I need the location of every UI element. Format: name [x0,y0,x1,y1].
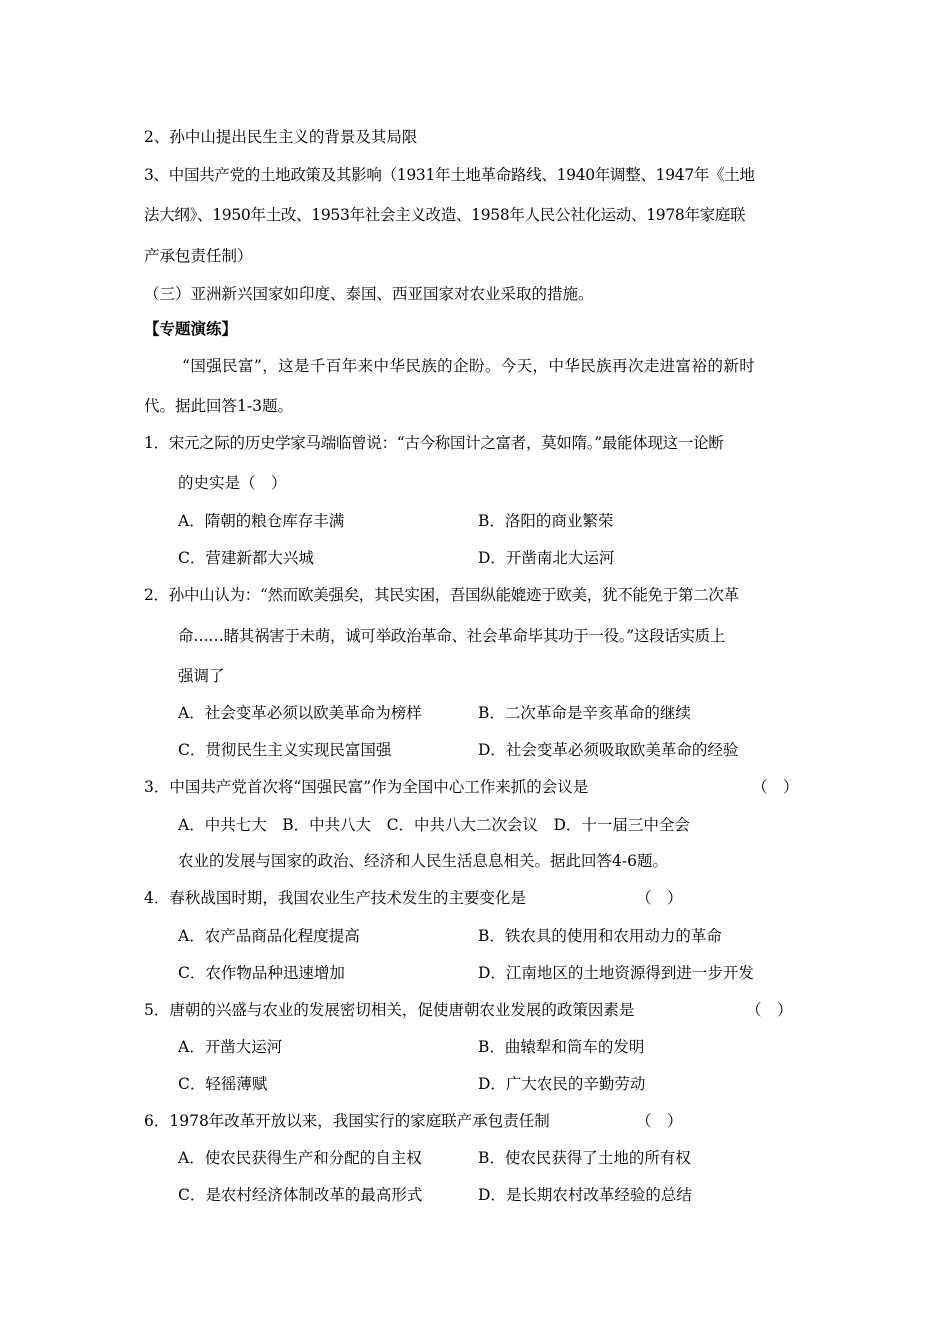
exercise-heading: 【专题演练】 [144,319,238,338]
question-2-stem-line-2: 命……睹其祸害于未萌，诚可举政治革命、社会革命毕其功于一役。”这段话实质上 [178,627,726,645]
question-1-stem-line-2: 的史实是（ ） [178,474,287,492]
question-2-option-c: C．贯彻民生主义实现民富国强 [178,741,392,759]
intro-1-line-1: “国强民富”，这是千百年来中华民族的企盼。今天，中华民族再次走进富裕的新时 [182,357,756,375]
intro-1-line-2: 代。据此回答1-3题。 [144,397,293,415]
question-2-stem-line-3: 强调了 [178,667,225,685]
question-5-option-c: C．轻徭薄赋 [178,1075,268,1093]
outline-item-3-line-1: 3、中国共产党的土地政策及其影响（1931年土地革命路线、1940年调整、1947年《土地 [144,166,755,184]
question-6-option-a: A．使农民获得生产和分配的自主权 [178,1149,422,1167]
question-1-option-a: A．隋朝的粮仓库存丰满 [178,512,345,530]
question-6-stem: 6．1978年改革开放以来，我国实行的家庭联产承包责任制 [144,1112,550,1130]
question-1-stem-line-1: 1．宋元之际的历史学家马端临曾说：“古今称国计之富者，莫如隋。”最能体现这一论断 [144,434,724,452]
question-6-answer-blank: （ ） [636,1112,683,1130]
question-4-option-c: C．农作物品种迅速增加 [178,964,345,982]
question-6-option-d: D．是长期农村改革经验的总结 [478,1186,692,1204]
question-4-stem: 4．春秋战国时期，我国农业生产技术发生的主要变化是 [144,889,526,907]
question-2-option-b: B．二次革命是辛亥革命的继续 [478,704,691,722]
question-6-option-c: C．是农村经济体制改革的最高形式 [178,1186,423,1204]
question-5-option-a: A．开凿大运河 [178,1038,283,1056]
intro-2: 农业的发展与国家的政治、经济和人民生活息息相关。据此回答4-6题。 [178,852,668,870]
question-1-option-d: D．开凿南北大运河 [478,549,615,567]
question-2-option-a: A．社会变革必须以欧美革命为榜样 [178,704,422,722]
question-1-option-c: C．营建新都大兴城 [178,549,314,567]
outline-item-2: 2、孙中山提出民生主义的背景及其局限 [144,128,418,146]
question-2-option-d: D．社会变革必须吸取欧美革命的经验 [478,741,739,759]
question-5-answer-blank: （ ） [746,1001,793,1019]
outline-item-3-line-2: 法大纲》、1950年土改、1953年社会主义改造、1958年人民公社化运动、1978年家庭联 [144,206,746,224]
question-1-option-b: B．洛阳的商业繁荣 [478,512,614,530]
question-4-answer-blank: （ ） [636,889,683,907]
question-4-option-b: B．铁农具的使用和农用动力的革命 [478,927,722,945]
outline-item-3-line-3: 产承包责任制） [144,247,253,265]
question-5-option-d: D．广大农民的辛勤劳动 [478,1075,646,1093]
question-3-answer-blank: （ ） [752,778,799,796]
question-5-option-b: B．曲辕犁和筒车的发明 [478,1038,645,1056]
outline-section-3: （三）亚洲新兴国家如印度、泰国、西亚国家对农业采取的措施。 [144,285,594,303]
question-3-stem: 3．中国共产党首次将“国强民富”作为全国中心工作来抓的会议是 [144,778,589,796]
question-6-option-b: B．使农民获得了土地的所有权 [478,1149,691,1167]
question-4-option-d: D．江南地区的土地资源得到进一步开发 [478,964,754,982]
question-5-stem: 5．唐朝的兴盛与农业的发展密切相关，促使唐朝农业发展的政策因素是 [144,1001,635,1019]
question-4-option-a: A．农产品商品化程度提高 [178,927,360,945]
question-2-stem-line-1: 2．孙中山认为：“然而欧美强矣，其民实困，吾国纵能媲迹于欧美，犹不能免于第二次革 [144,586,739,604]
question-3-options: A．中共七大 B．中共八大 C．中共八大二次会议 D．十一届三中全会 [178,816,690,834]
